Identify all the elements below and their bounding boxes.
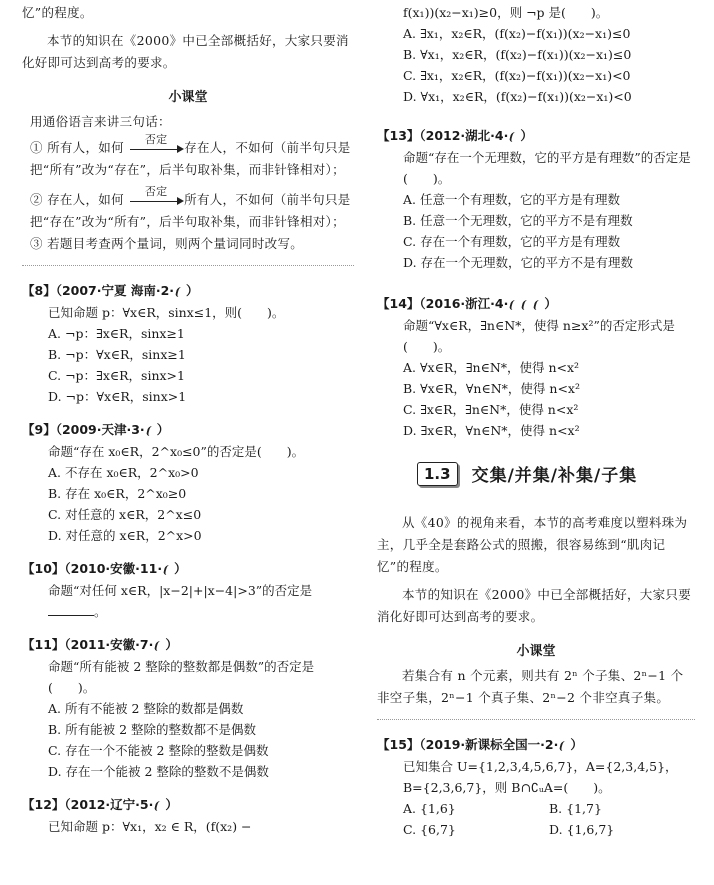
- question-12: [22, 794, 354, 837]
- arrow-label: 否定: [144, 184, 168, 198]
- section-number: 1.3: [417, 462, 458, 486]
- question-stem: 命题“所有能被 2 整除的整数都是偶数”的否定是( )。: [48, 659, 315, 695]
- difficulty-mark-icon: [559, 741, 572, 751]
- intro-tail: 忆”的程度。: [22, 5, 93, 20]
- classroom-text: 若集合有 n 个元素，则共有 2ⁿ 个子集、2ⁿ−1 个非空子集，2ⁿ−1 个真子集、2ⁿ−2 个非空真子集。: [377, 668, 684, 705]
- option-b: B. 存在 x₀∈R，2^x₀≥0: [48, 486, 187, 501]
- difficulty-mark-icon: [509, 300, 522, 310]
- question-stem: 已知命题 p：∀x∈R，sinx≤1，则( )。: [48, 305, 285, 320]
- option-c: C. 对任意的 x∈R，2^x≤0: [48, 507, 202, 522]
- option-d: D. ∀x₁，x₂∈R，(f(x₂)−f(x₁))(x₂−x₁)<0: [403, 89, 632, 104]
- difficulty-mark-icon: [509, 132, 522, 142]
- option-c: C. 存在一个不能被 2 整除的整数是偶数: [48, 743, 269, 758]
- difficulty-mark-icon: [533, 300, 546, 310]
- question-head: 【15】（2019·新课标全国一·2· ）: [377, 737, 583, 752]
- intro-paragraph: 本节的知识在《2000》中已全部概括好，大家只要消化好即可达到高考的要求。: [22, 33, 349, 70]
- option-a: A. ∃x₁，x₂∈R，(f(x₂)−f(x₁))(x₂−x₁)≤0: [403, 26, 631, 41]
- option-b: B. 任意一个无理数，它的平方不是有理数: [403, 213, 633, 228]
- option-c: C. ∃x∈R，∃n∈N*，使得 n<x²: [403, 402, 579, 417]
- question-11: [22, 634, 354, 782]
- option-a: A. ¬p：∃x∈R，sinx≥1: [48, 326, 185, 341]
- question-9: [22, 419, 354, 546]
- rule-1: [22, 132, 354, 181]
- option-b: B. ¬p：∀x∈R，sinx≥1: [48, 347, 186, 362]
- question-stem: 已知集合 U={1,2,3,4,5,6,7}，A={2,3,4,5}，B={2,3,6,7}，则 B∩∁ᵤA=( )。: [403, 759, 678, 795]
- option-d: D. {1,6,7}: [549, 822, 615, 837]
- classroom-title: 小课堂: [516, 644, 556, 659]
- rule-1-start: ① 所有人，如何: [30, 140, 124, 155]
- divider: [377, 719, 695, 720]
- option-a: A. 所有不能被 2 整除的数都是偶数: [48, 701, 244, 716]
- question-head: 【12】（2012·辽宁·5· ）: [22, 797, 178, 812]
- rule-2: [22, 184, 354, 233]
- negation-arrow-icon: [128, 132, 184, 156]
- question-15: [377, 734, 695, 840]
- difficulty-mark-icon: [175, 287, 188, 297]
- option-b: B. ∀x₁，x₂∈R，(f(x₂)−f(x₁))(x₂−x₁)≤0: [403, 47, 632, 62]
- rule-2-end: 所有人，不如何（前半句只是把“存在”改为“所有”，后半句取补集，而非针锋相对）；: [30, 192, 351, 229]
- classroom-lead: 用通俗语言来讲三句话：: [30, 114, 171, 129]
- question-stem: 命题“存在 x₀∈R，2^x₀≤0”的否定是( )。: [48, 444, 305, 459]
- question-stem: 命题“对任何 x∈R，|x−2|+|x−4|>3”的否定是。: [48, 583, 313, 619]
- section-title: 交集/并集/补集/子集: [471, 466, 638, 486]
- question-head: 【8】（2007·宁夏 海南·2· ）: [22, 283, 199, 298]
- question-head: 【9】（2009·天津·3· ）: [22, 422, 170, 437]
- rule-2-start: ② 存在人，如何: [30, 192, 124, 207]
- divider: [22, 265, 354, 266]
- option-c: C. {6,7}: [403, 822, 456, 837]
- difficulty-mark-icon: [154, 641, 167, 651]
- arrow-label: 否定: [144, 132, 168, 146]
- question-head: 【14】（2016·浙江·4· ）: [377, 296, 557, 311]
- option-a: A. 任意一个有理数，它的平方是有理数: [403, 192, 620, 207]
- difficulty-mark-icon: [154, 801, 167, 811]
- question-head: 【11】（2011·安徽·7· ）: [22, 637, 178, 652]
- question-10: [22, 558, 354, 622]
- classroom-title: 小课堂: [168, 90, 208, 105]
- question-12-continued: f(x₁))(x₂−x₁)≥0，则 ¬p 是( )。: [403, 5, 609, 20]
- question-13: [377, 125, 695, 273]
- options-grid: [377, 798, 695, 840]
- negation-arrow-icon: [128, 184, 184, 208]
- question-stem: 已知命题 p：∀x₁，x₂ ∈ R，(f(x₂) −: [48, 819, 252, 834]
- answer-blank: [48, 603, 94, 616]
- option-d: D. ¬p：∀x∈R，sinx>1: [48, 389, 187, 404]
- rule-3: ③ 若题目考查两个量词，则两个量词同时改写。: [30, 236, 304, 251]
- option-b: B. {1,7}: [549, 801, 602, 816]
- option-d: D. 存在一个无理数，它的平方不是有理数: [403, 255, 634, 270]
- option-c: C. 存在一个有理数，它的平方是有理数: [403, 234, 621, 249]
- question-stem: 命题“∀x∈R，∃n∈N*，使得 n≥x²”的否定形式是( )。: [403, 318, 675, 354]
- option-c: C. ¬p：∃x∈R，sinx>1: [48, 368, 185, 383]
- question-head: 【13】（2012·湖北·4· ）: [377, 128, 533, 143]
- question-stem: 命题“存在一个无理数，它的平方是有理数”的否定是( )。: [403, 150, 691, 186]
- section-intro-2: 本节的知识在《2000》中已全部概括好，大家只要消化好即可达到高考的要求。: [377, 587, 692, 624]
- difficulty-mark-icon: [521, 300, 534, 310]
- question-head: 【10】（2010·安徽·11· ）: [22, 561, 187, 576]
- option-d: D. 存在一个能被 2 整除的整数不是偶数: [48, 764, 269, 779]
- option-d: D. 对任意的 x∈R，2^x>0: [48, 528, 202, 543]
- difficulty-mark-icon: [163, 565, 176, 575]
- left-column: [22, 0, 354, 849]
- question-14: [377, 293, 695, 441]
- option-a: A. {1,6}: [403, 801, 456, 816]
- right-column: [377, 0, 695, 852]
- question-8: [22, 280, 354, 407]
- option-a: A. 不存在 x₀∈R，2^x₀>0: [48, 465, 199, 480]
- section-header: [417, 461, 695, 486]
- option-b: B. ∀x∈R，∀n∈N*，使得 n<x²: [403, 381, 580, 396]
- rule-1-end: 存在人，不如何（前半句只是把“所有”改为“存在”，后半句取补集，而非针锋相对）；: [30, 140, 351, 177]
- option-a: A. ∀x∈R，∃n∈N*，使得 n<x²: [403, 360, 580, 375]
- section-intro-1: 从《40》的视角来看，本节的高考难度以塑料珠为主，几乎全是套路公式的照搬，很容易练到“肌肉记忆”的程度。: [377, 515, 688, 574]
- option-d: D. ∃x∈R，∀n∈N*，使得 n<x²: [403, 423, 580, 438]
- option-c: C. ∃x₁，x₂∈R，(f(x₂)−f(x₁))(x₂−x₁)<0: [403, 68, 631, 83]
- difficulty-mark-icon: [145, 426, 158, 436]
- option-b: B. 所有能被 2 整除的整数都不是偶数: [48, 722, 257, 737]
